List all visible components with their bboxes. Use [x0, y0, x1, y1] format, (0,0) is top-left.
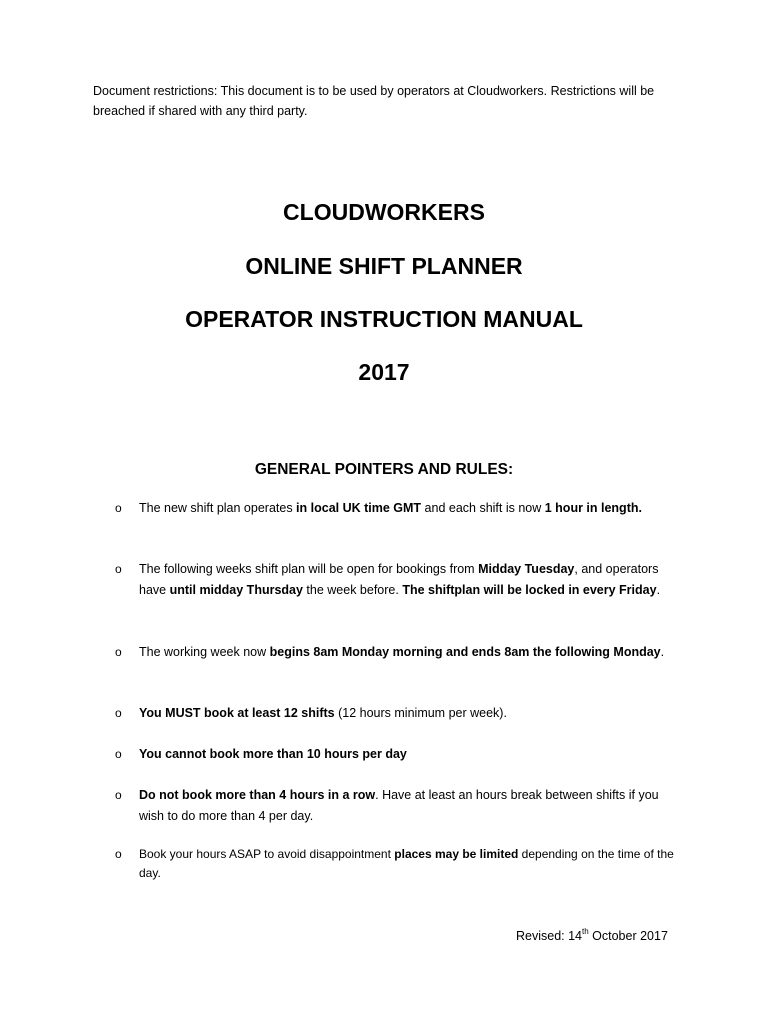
bullet-icon: o [115, 706, 122, 720]
rule-text-bold: in local UK time GMT [296, 501, 422, 515]
rule-text-bold: The shiftplan will be locked in every Friday [402, 582, 657, 597]
rule-text: . Have at least an hours break between shifts if you wish to do more than 4 per day. [139, 788, 659, 823]
rule-text-bold: 1 hour in length. [544, 501, 642, 515]
bullet-icon: o [115, 645, 122, 659]
rule-item [139, 642, 679, 663]
rule-item [139, 498, 679, 519]
rule-text: . [660, 645, 665, 659]
title-product: ONLINE SHIFT PLANNER [245, 253, 523, 279]
bullet-icon: o [115, 501, 122, 515]
rule-text-bold: Midday Tuesday [478, 562, 575, 576]
document-restrictions: Document restrictions: This document is to be used by operators at Cloudworkers. Restrictions will be breached if shared with any third party. [93, 84, 655, 118]
section-heading: GENERAL POINTERS AND RULES: [254, 461, 514, 478]
rule-text-bold: You MUST book at least 12 shifts [139, 706, 335, 720]
rule-item [139, 845, 679, 883]
rule-text-bold: You cannot book more than 10 hours per day [139, 747, 407, 761]
rule-text-bold: until midday Thursday [169, 582, 303, 597]
rule-text-bold: Do not book more than 4 hours in a row [139, 788, 376, 802]
rule-text: Book your hours ASAP to avoid disappointment [139, 847, 395, 861]
bullet-icon: o [115, 747, 122, 761]
title-manual: OPERATOR INSTRUCTION MANUAL [185, 306, 583, 332]
revision-prefix: Revised: 14 [516, 929, 583, 943]
rule-item [139, 703, 679, 724]
rule-text: and each shift is now [421, 501, 545, 515]
revision-rest: October 2017 [588, 929, 668, 943]
rule-text: the week before. [302, 582, 403, 597]
rule-item [139, 785, 679, 826]
title-year: 2017 [358, 359, 410, 385]
rule-text-bold: places may be limited [394, 847, 519, 861]
revision-date [516, 927, 668, 945]
rule-text-bold: begins 8am Monday morning and ends 8am the following Monday [269, 645, 661, 659]
revision-ordinal: th [582, 926, 589, 936]
title-company: CLOUDWORKERS [283, 199, 485, 225]
bullet-icon: o [115, 788, 122, 802]
rule-text: depending on the time of the day. [139, 847, 674, 880]
rule-text: The new shift plan operates [139, 501, 297, 515]
rule-text: , and operators have [139, 562, 659, 597]
bullet-icon: o [115, 847, 122, 861]
rule-text: The following weeks shift plan will be open for bookings from [139, 562, 479, 576]
rule-item [139, 744, 679, 765]
rule-text: The working week now [139, 645, 270, 659]
rule-text: . [656, 582, 661, 597]
rule-text: (12 hours minimum per week). [334, 706, 507, 720]
rule-item [139, 559, 679, 600]
bullet-icon: o [115, 562, 122, 576]
